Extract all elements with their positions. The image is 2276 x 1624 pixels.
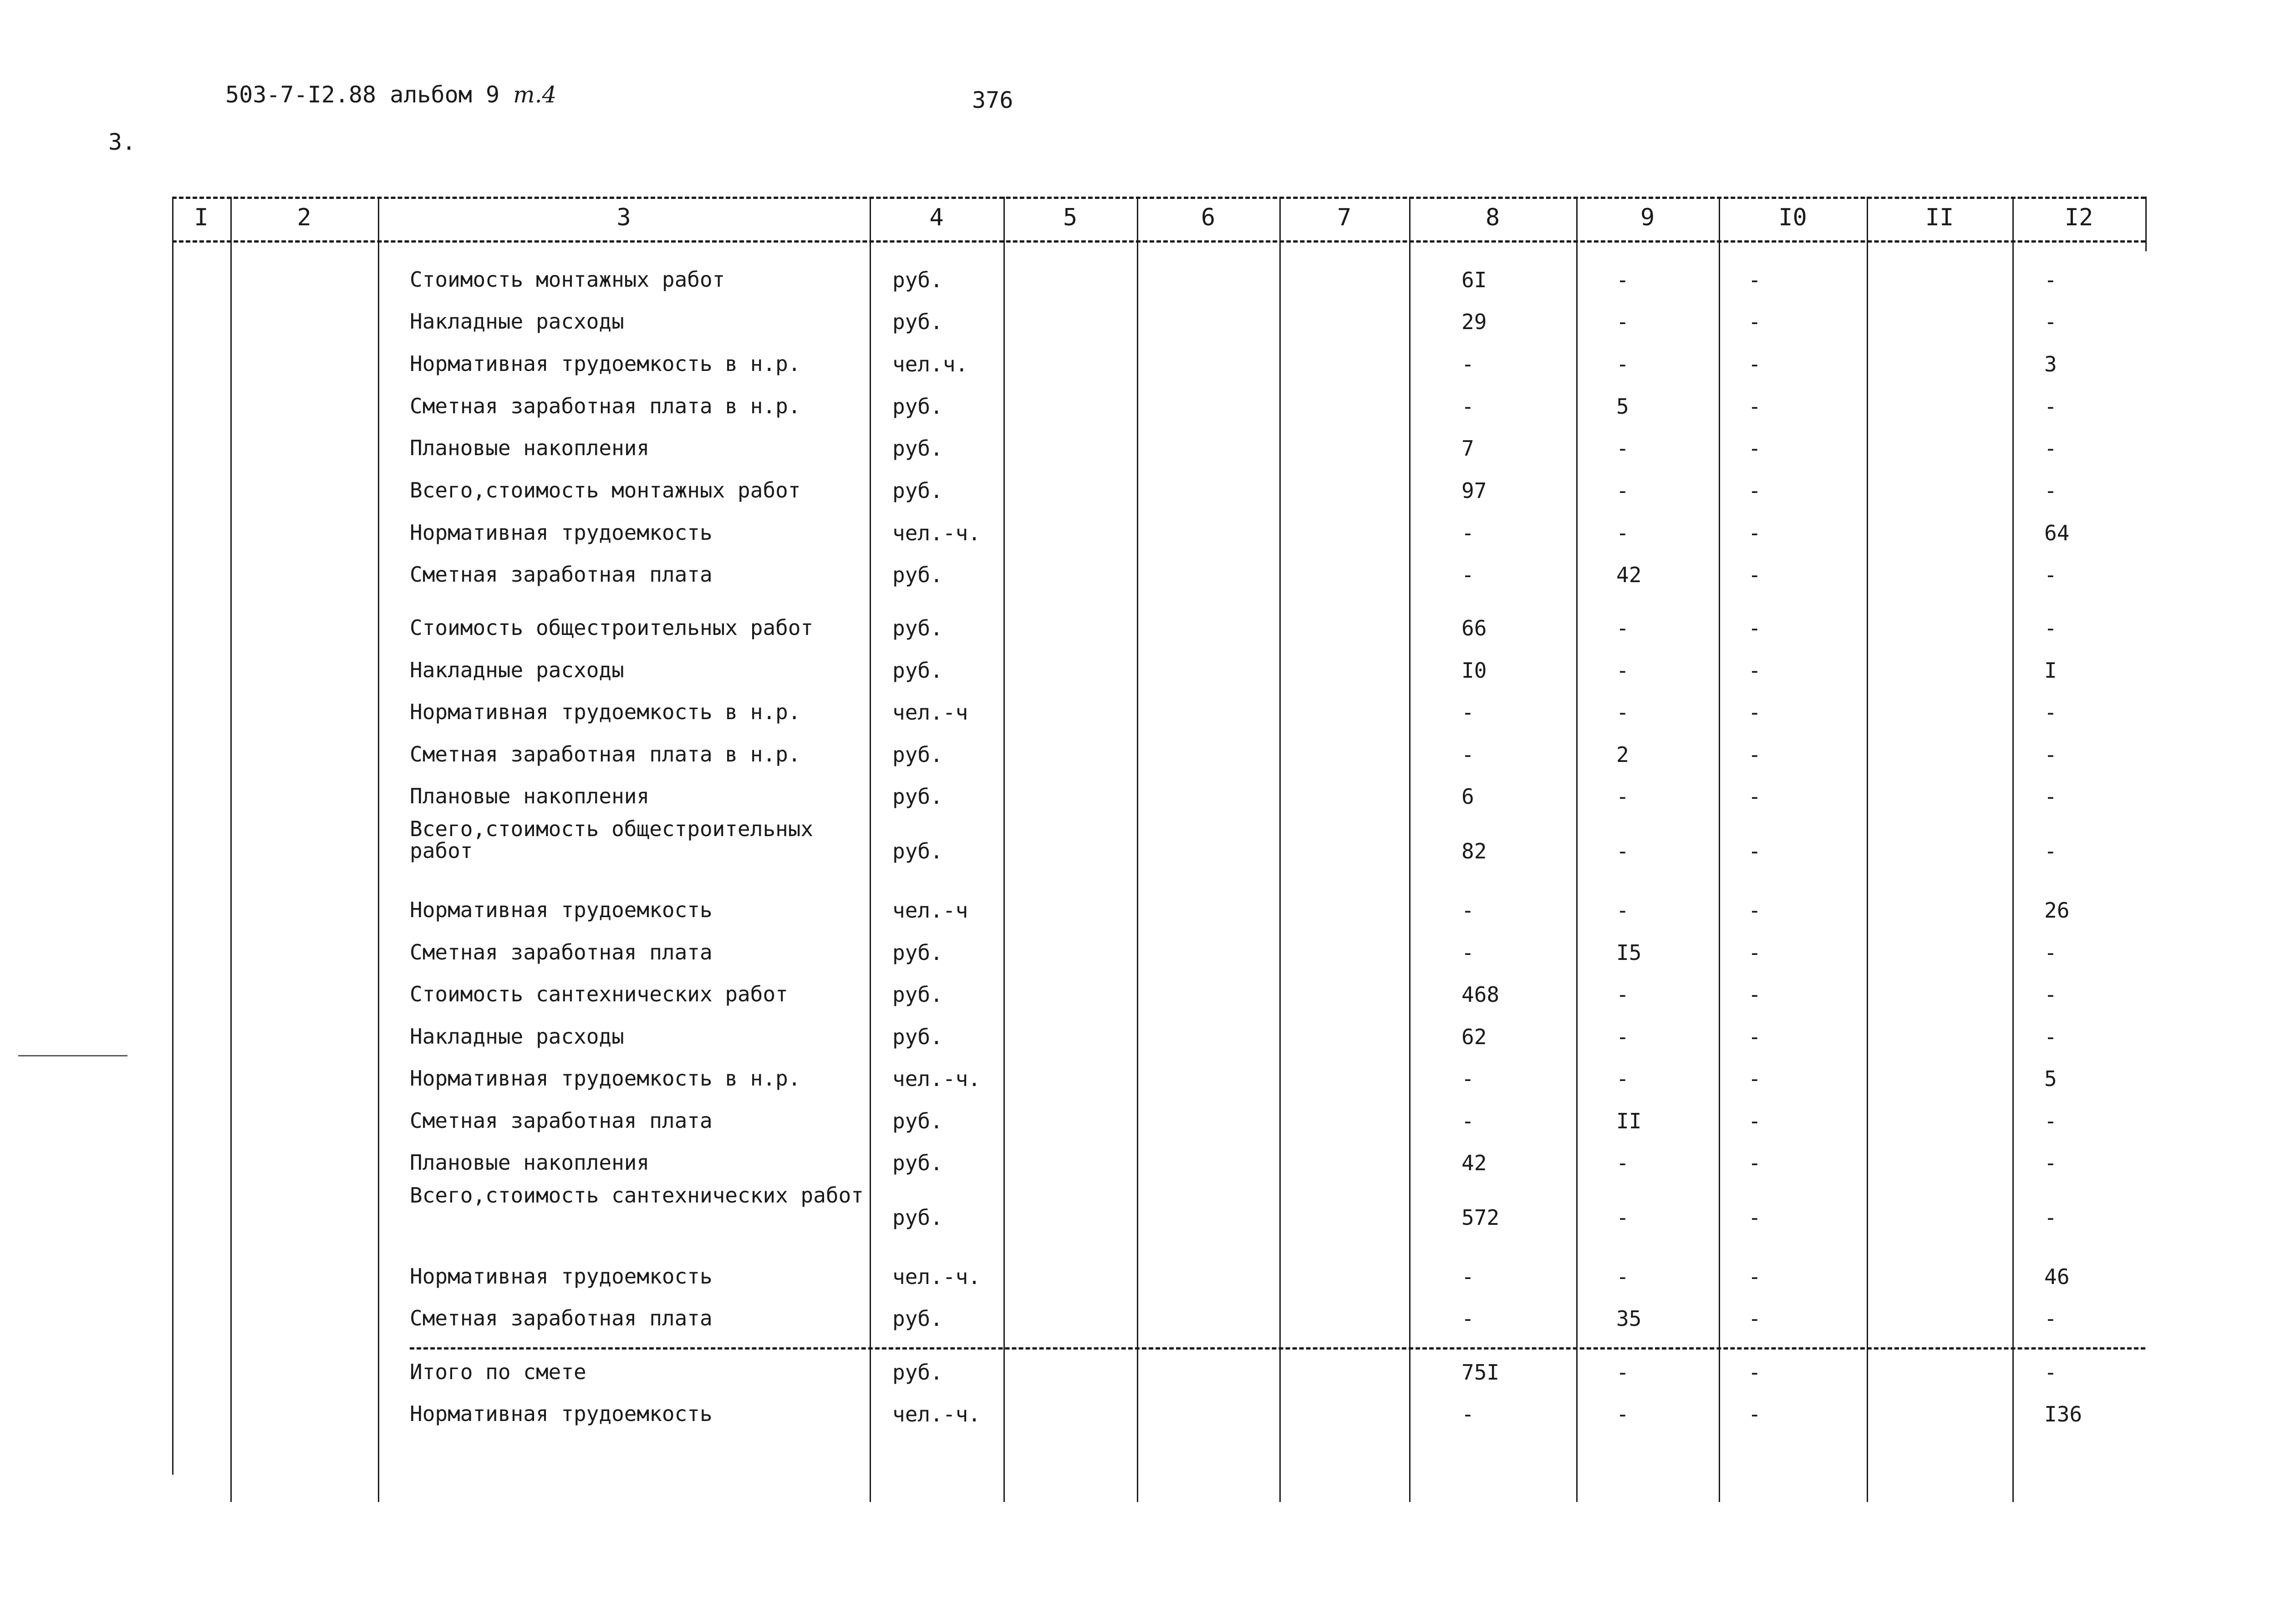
row-description: Итого по смете — [410, 1360, 586, 1384]
col12-value: - — [2044, 1025, 2057, 1049]
dashed-rule — [172, 240, 2145, 243]
row-description: Плановые накопления — [410, 436, 650, 460]
col10-value: - — [1748, 1306, 1761, 1331]
row-description: Всего,стоимость общестроительных работ — [410, 817, 814, 863]
row-description: Сметная заработная плата — [410, 1306, 713, 1330]
col9-value: - — [1616, 1151, 1629, 1175]
col12-value: - — [2044, 1306, 2057, 1331]
row-description: Сметная заработная плата — [410, 562, 713, 587]
page-number: 376 — [972, 87, 1013, 113]
col10-value: - — [1748, 940, 1761, 965]
row-description: Всего,стоимость сантехнических работ — [410, 1183, 864, 1208]
column-number: 3 — [616, 204, 631, 231]
row-unit: чел.ч. — [892, 352, 968, 376]
row-description: Нормативная трудоемкость — [410, 898, 713, 922]
col12-value: I36 — [2044, 1402, 2083, 1426]
col8-value: 42 — [1461, 1151, 1487, 1175]
column-rule — [2012, 197, 2014, 1502]
row-description: Стоимость монтажных работ — [410, 267, 725, 292]
row-unit: руб. — [892, 658, 943, 683]
column-rule — [1137, 197, 1138, 1502]
col12-value: - — [2044, 742, 2057, 767]
col9-value: - — [1616, 268, 1629, 292]
section-number: 3. — [108, 129, 136, 155]
col9-value: - — [1616, 1066, 1629, 1091]
col9-value: - — [1616, 1264, 1629, 1289]
row-description: Нормативная трудоемкость в н.р. — [410, 700, 801, 724]
col10-value: - — [1748, 784, 1761, 809]
row-unit: руб. — [892, 940, 943, 965]
col8-value: - — [1461, 742, 1474, 767]
col12-value: - — [2044, 478, 2057, 503]
col10-value: - — [1748, 478, 1761, 503]
col10-value: - — [1748, 982, 1761, 1007]
row-unit: руб. — [892, 478, 943, 503]
row-description: Стоимость общестроительных работ — [410, 615, 814, 640]
col9-value: - — [1616, 839, 1629, 863]
row-unit: чел.-ч. — [892, 1264, 981, 1289]
col12-value: - — [2044, 1109, 2057, 1133]
col10-value: - — [1748, 616, 1761, 640]
row-unit: руб. — [892, 982, 943, 1007]
col9-value: - — [1616, 1205, 1629, 1230]
row-description: Накладные расходы — [410, 1024, 624, 1049]
row-unit: руб. — [892, 784, 943, 809]
col10-value: - — [1748, 1402, 1761, 1426]
column-number: 5 — [1063, 204, 1078, 231]
row-unit: руб. — [892, 742, 943, 767]
col9-value: - — [1616, 521, 1629, 545]
column-rule — [1003, 197, 1005, 1502]
col12-value: - — [2044, 616, 2057, 640]
col12-value: - — [2044, 1360, 2057, 1385]
col9-value: I5 — [1616, 940, 1642, 965]
col10-value: - — [1748, 394, 1761, 419]
row-unit: руб. — [892, 1360, 943, 1385]
row-unit: руб. — [892, 310, 943, 334]
row-unit: руб. — [892, 1205, 943, 1230]
col8-value: - — [1461, 563, 1474, 587]
column-number: I — [194, 204, 209, 231]
row-description: Накладные расходы — [410, 309, 624, 334]
col10-value: - — [1748, 1066, 1761, 1091]
row-description: Нормативная трудоемкость — [410, 1401, 713, 1426]
column-rule — [378, 197, 379, 1502]
col10-value: - — [1748, 1360, 1761, 1385]
col8-value: 6 — [1461, 784, 1474, 809]
row-description: Всего,стоимость монтажных работ — [410, 478, 801, 502]
col10-value: - — [1748, 521, 1761, 545]
col8-value: 572 — [1461, 1205, 1500, 1230]
row-description: Нормативная трудоемкость в н.р. — [410, 351, 801, 376]
column-rule — [1867, 197, 1868, 1502]
column-number: I2 — [2064, 204, 2093, 231]
col10-value: - — [1748, 436, 1761, 461]
col12-value: - — [2044, 310, 2057, 334]
col8-value: 66 — [1461, 616, 1487, 640]
col10-value: - — [1748, 1264, 1761, 1289]
col12-value: - — [2044, 563, 2057, 587]
col8-value: - — [1461, 352, 1474, 376]
row-description: Нормативная трудоемкость в н.р. — [410, 1066, 801, 1091]
column-rule — [1576, 197, 1578, 1502]
col9-value: - — [1616, 700, 1629, 725]
col9-value: II — [1616, 1109, 1642, 1133]
col9-value: - — [1616, 784, 1629, 809]
col12-value: 64 — [2044, 521, 2070, 545]
col10-value: - — [1748, 310, 1761, 334]
col10-value: - — [1748, 352, 1761, 376]
col9-value: - — [1616, 898, 1629, 923]
col10-value: - — [1748, 1109, 1761, 1133]
row-unit: чел.-ч. — [892, 521, 981, 545]
column-rule — [1719, 197, 1720, 1502]
row-unit: руб. — [892, 616, 943, 640]
col12-value: 5 — [2044, 1066, 2057, 1091]
col8-value: - — [1461, 1066, 1474, 1091]
column-number: 8 — [1485, 204, 1500, 231]
col8-value: - — [1461, 898, 1474, 923]
column-rule — [2145, 197, 2147, 251]
col8-value: - — [1461, 940, 1474, 965]
col8-value: 29 — [1461, 310, 1487, 334]
row-description: Сметная заработная плата — [410, 940, 713, 964]
column-number: 6 — [1201, 204, 1216, 231]
row-unit: руб. — [892, 394, 943, 419]
col8-value: I0 — [1461, 658, 1487, 683]
col8-value: - — [1461, 394, 1474, 419]
col9-value: - — [1616, 1360, 1629, 1385]
col9-value: - — [1616, 478, 1629, 503]
column-number: 9 — [1640, 204, 1655, 231]
row-description: Нормативная трудоемкость — [410, 520, 713, 545]
col8-value: - — [1461, 1306, 1474, 1331]
row-unit: чел.-ч. — [892, 1402, 981, 1426]
col8-value: - — [1461, 521, 1474, 545]
col8-value: - — [1461, 1109, 1474, 1133]
col8-value: 6I — [1461, 268, 1487, 292]
col9-value: - — [1616, 658, 1629, 683]
scan-margin-mark — [18, 1055, 127, 1056]
col12-value: 3 — [2044, 352, 2057, 376]
column-number: 2 — [297, 204, 311, 231]
col9-value: - — [1616, 1402, 1629, 1426]
col10-value: - — [1748, 658, 1761, 683]
column-number: I0 — [1778, 204, 1807, 231]
col9-value: - — [1616, 982, 1629, 1007]
col9-value: 5 — [1616, 394, 1629, 419]
col9-value: 35 — [1616, 1306, 1642, 1331]
col12-value: - — [2044, 1205, 2057, 1230]
column-rule — [1409, 197, 1410, 1502]
column-number: 7 — [1337, 204, 1352, 231]
row-unit: руб. — [892, 1025, 943, 1049]
column-rule — [1279, 197, 1281, 1502]
col8-value: 7 — [1461, 436, 1474, 461]
row-description: Накладные расходы — [410, 658, 624, 682]
col10-value: - — [1748, 1205, 1761, 1230]
row-description: Стоимость сантехнических работ — [410, 982, 788, 1006]
row-description: Сметная заработная плата в н.р. — [410, 394, 801, 418]
row-description: Нормативная трудоемкость — [410, 1264, 713, 1289]
row-unit: руб. — [892, 839, 943, 863]
col10-value: - — [1748, 742, 1761, 767]
col12-value: - — [2044, 1151, 2057, 1175]
document-code: 503-7-I2.88 альбом 9 т.4 — [225, 81, 557, 108]
col9-value: - — [1616, 616, 1629, 640]
col8-value: 82 — [1461, 839, 1487, 863]
col9-value: - — [1616, 436, 1629, 461]
column-rule — [870, 197, 871, 1502]
col8-value: - — [1461, 1264, 1474, 1289]
dashed-rule — [410, 1347, 2145, 1350]
col9-value: - — [1616, 1025, 1629, 1049]
col10-value: - — [1748, 898, 1761, 923]
row-unit: руб. — [892, 436, 943, 461]
col8-value: 75I — [1461, 1360, 1500, 1385]
col10-value: - — [1748, 1025, 1761, 1049]
col10-value: - — [1748, 1151, 1761, 1175]
col8-value: 62 — [1461, 1025, 1487, 1049]
row-description: Плановые накопления — [410, 1150, 650, 1175]
row-description: Сметная заработная плата — [410, 1108, 713, 1133]
col10-value: - — [1748, 700, 1761, 725]
col8-value: 468 — [1461, 982, 1500, 1007]
col12-value: - — [2044, 940, 2057, 965]
col8-value: - — [1461, 700, 1474, 725]
col10-value: - — [1748, 563, 1761, 587]
dashed-rule — [172, 197, 2145, 199]
row-unit: руб. — [892, 1306, 943, 1331]
col12-value: - — [2044, 268, 2057, 292]
col12-value: - — [2044, 982, 2057, 1007]
col9-value: - — [1616, 310, 1629, 334]
handwritten-volume-mark: т.4 — [513, 81, 557, 108]
col12-value: - — [2044, 784, 2057, 809]
col12-value: 26 — [2044, 898, 2070, 923]
col9-value: 2 — [1616, 742, 1629, 767]
column-rule — [230, 197, 232, 1502]
column-rule — [172, 197, 173, 1475]
column-number: 4 — [929, 204, 944, 231]
col9-value: 42 — [1616, 563, 1642, 587]
row-unit: чел.-ч — [892, 898, 968, 923]
col8-value: 97 — [1461, 478, 1487, 503]
col9-value: - — [1616, 352, 1629, 376]
col12-value: - — [2044, 436, 2057, 461]
row-unit: чел.-ч. — [892, 1066, 981, 1091]
col12-value: 46 — [2044, 1264, 2070, 1289]
col8-value: - — [1461, 1402, 1474, 1426]
row-unit: руб. — [892, 563, 943, 587]
col12-value: - — [2044, 700, 2057, 725]
row-unit: чел.-ч — [892, 700, 968, 725]
col12-value: I — [2044, 658, 2057, 683]
column-number: II — [1925, 204, 1954, 231]
row-unit: руб. — [892, 268, 943, 292]
row-description: Сметная заработная плата в н.р. — [410, 742, 801, 766]
col12-value: - — [2044, 394, 2057, 419]
row-unit: руб. — [892, 1151, 943, 1175]
col10-value: - — [1748, 268, 1761, 292]
col10-value: - — [1748, 839, 1761, 863]
row-unit: руб. — [892, 1109, 943, 1133]
row-description: Плановые накопления — [410, 784, 650, 808]
col12-value: - — [2044, 839, 2057, 863]
